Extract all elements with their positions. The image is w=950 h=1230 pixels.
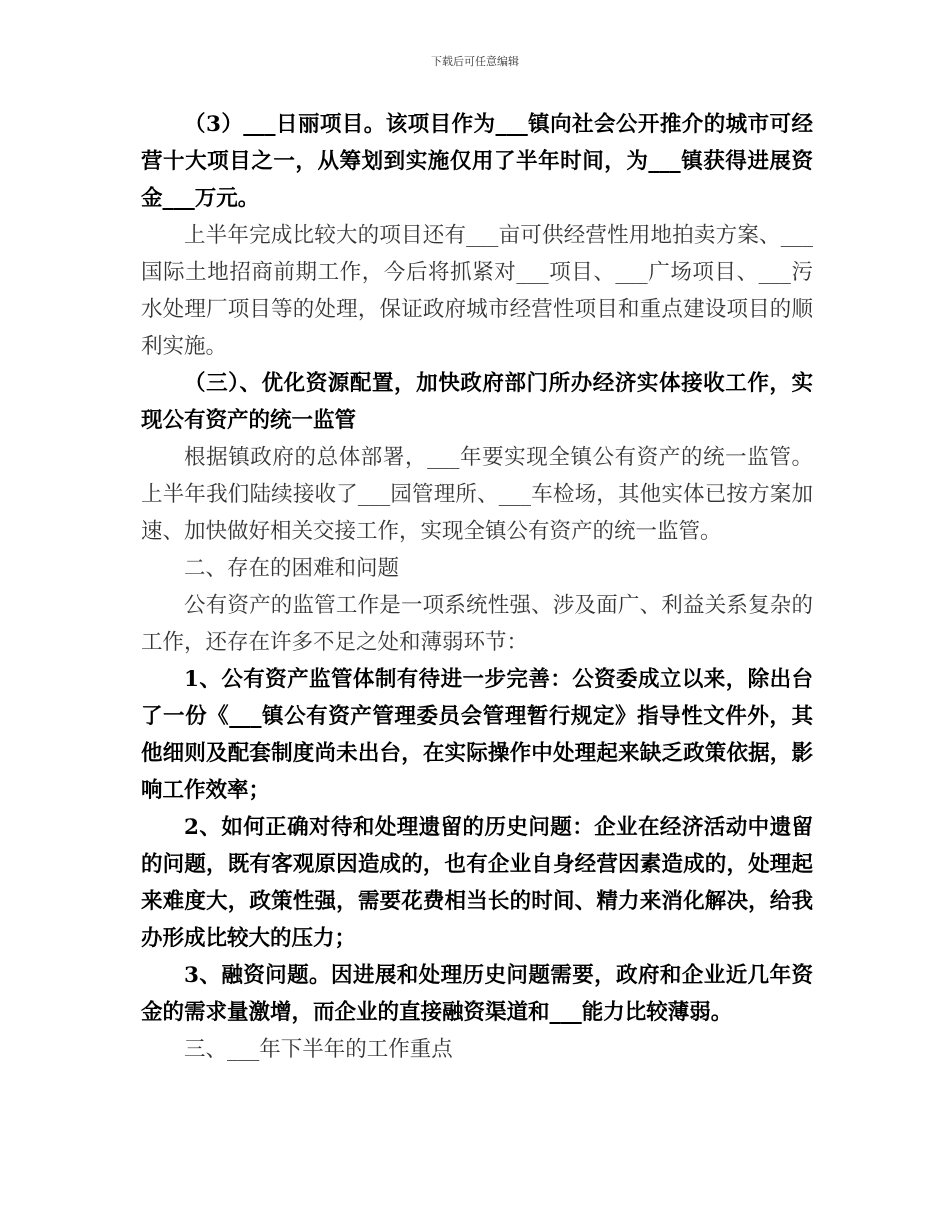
paragraph-problem-3: 3、融资问题。因进展和处理历史问题需要，政府和企业近几年资金的需求量激增，而企业的直接融资渠道和___能力比较薄弱。 [141, 963, 813, 1025]
paragraph-project-3: （3）___日丽项目。该项目作为___镇向社会公开推介的城市可经营十大项目之一，从筹划到实施仅用了半年时间，为___镇获得进展资金___万元。 [141, 112, 813, 211]
paragraph-problem-2: 2、如何正确对待和处理遗留的历史问题：企业在经济活动中遗留的问题，既有客观原因造成的，也有企业自身经营因素造成的，处理起来难度大，政策性强，需要花费相当长的时间、精力来消化解决，给我办形成比较大的压力； [141, 815, 813, 951]
document-body [141, 106, 813, 1068]
paragraph-problems-intro: 公有资产的监管工作是一项系统性强、涉及面广、利益关系复杂的工作，还存在许多不足之处和薄弱环节： [141, 593, 813, 655]
paragraph-unified-supervision: 根据镇政府的总体部署，___年要实现全镇公有资产的统一监管。上半年我们陆续接收了___园管理所、___车检场，其他实体已按方案加速、加快做好相关交接工作，实现全镇公有资产的统一监管。 [141, 445, 813, 544]
section-heading-3: （三）、优化资源配置，加快政府部门所办经济实体接收工作，实现公有资产的统一监管 [141, 371, 813, 433]
paragraph-other-projects: 上半年完成比较大的项目还有___亩可供经营性用地拍卖方案、___国际土地招商前期工作，今后将抓紧对___项目、___广场项目、___污水处理厂项目等的处理，保证政府城市经营性项目和重点建设项目的顺利实施。 [141, 223, 813, 359]
chapter-heading-3: 三、___年下半年的工作重点 [184, 1037, 453, 1062]
paragraph-problem-1: 1、公有资产监管体制有待进一步完善：公资委成立以来，除出台了一份《___镇公有资产管理委员会管理暂行规定》指导性文件外，其他细则及配套制度尚未出台，在实际操作中处理起来缺乏政策依据，影响工作效率； [141, 667, 813, 803]
chapter-heading-2: 二、存在的困难和问题 [184, 556, 400, 581]
page-header: 下载后可任意编辑 [431, 55, 519, 68]
